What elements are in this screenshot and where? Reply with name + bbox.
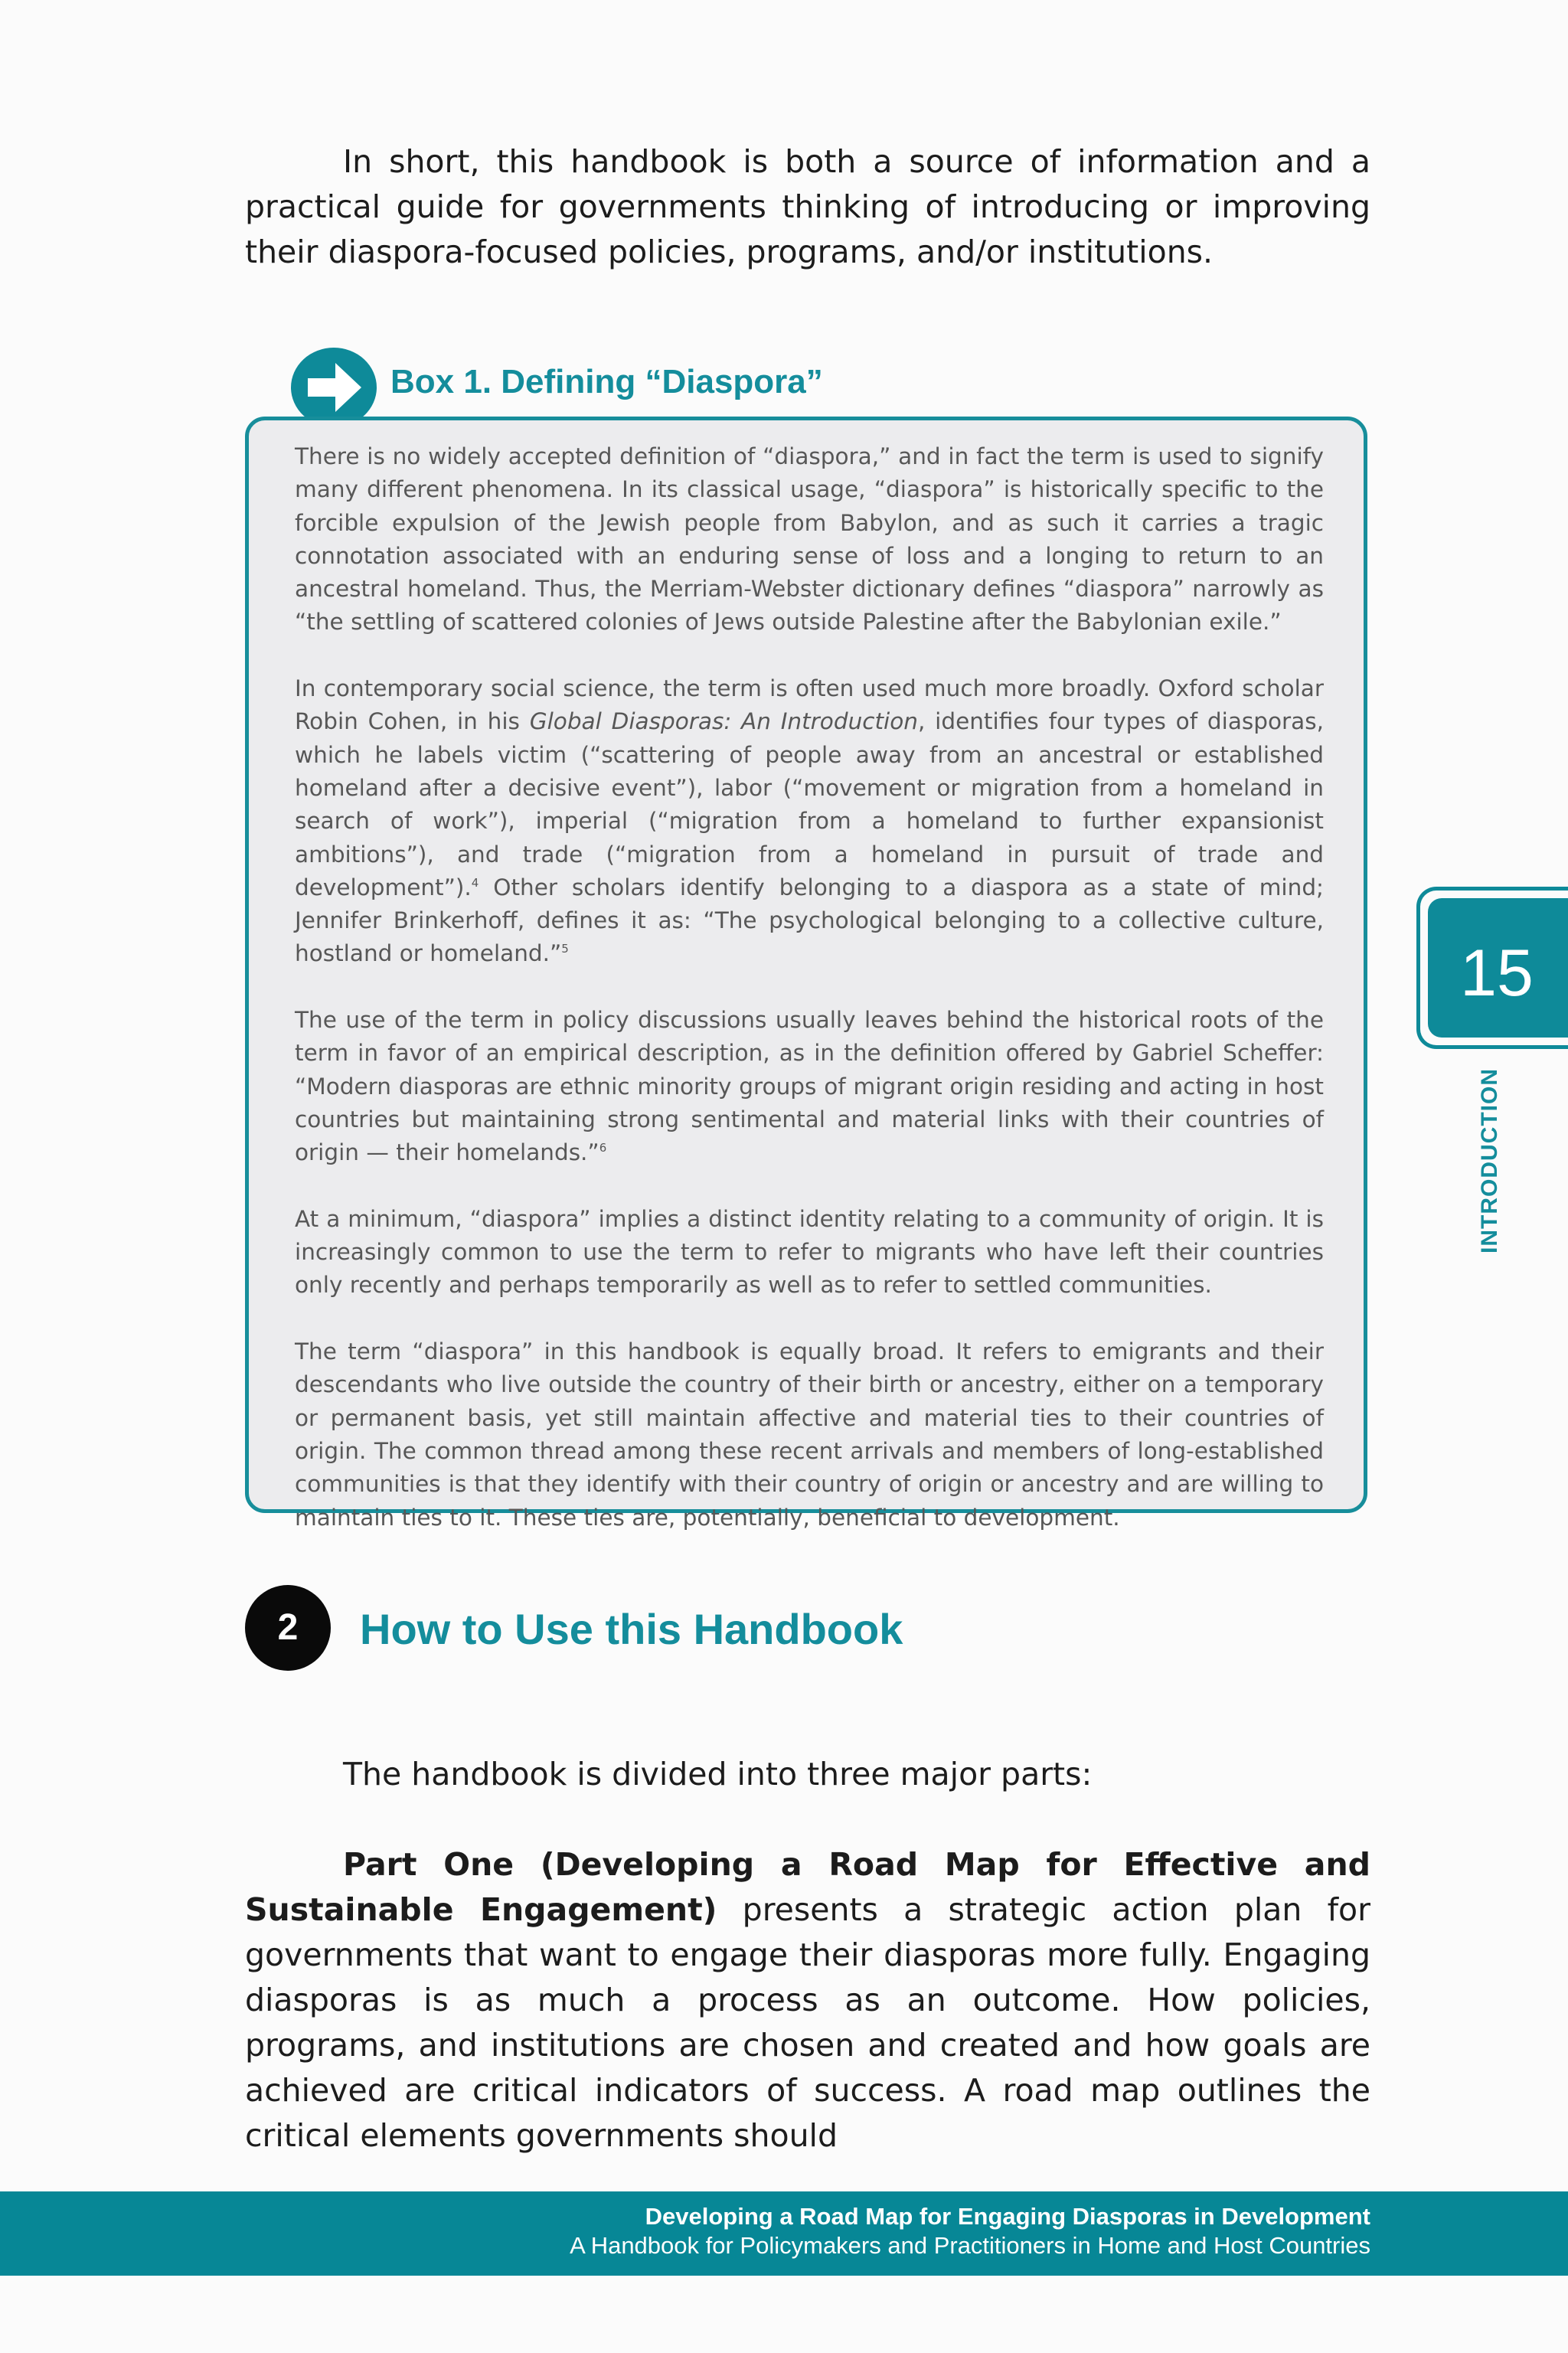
box-paragraph-2-text-b: , identifies four types of diasporas, which he labels victim (“scattering of people away from an ancestral or established homeland after a decisive event”), labor (“movement or migration from a homeland in search of work”), imperial (“migration from a homeland to further expansionist ambitions”), and trade (“migration from a homeland in pursuit of trade and development”). — [295, 708, 1324, 900]
box-paragraph-2-text-c: Other scholars identify belonging to a diaspora as a state of mind; Jennifer Brinkerhoff, defines it as: “The psychological belonging to a collective culture, hostland or homeland.” — [295, 874, 1324, 967]
page-footer — [0, 2191, 1568, 2276]
box-paragraph-2-text-a: In contemporary social science, the term is often used much more broadly. Oxford scholar Robin Cohen, in his — [295, 675, 1324, 735]
parts-intro-paragraph: The handbook is divided into three major parts: — [343, 1756, 1093, 1793]
page-number-tab — [1416, 887, 1568, 1049]
section-label: INTRODUCTION — [1477, 1068, 1502, 1253]
footer-text — [570, 2202, 1370, 2260]
definition-box — [245, 417, 1367, 1531]
box-paragraph-3-text: The use of the term in policy discussions usually leaves behind the historical roots of the term in favor of an empirical description, as in the definition offered by Gabriel Scheffer: “Modern diasporas are ethnic minority groups of migrant origin residing and acting in host countries but maintaining strong sentimental and material links with their countries of origin — their homelands.” — [295, 1007, 1324, 1166]
section-number-badge: 2 — [245, 1585, 331, 1671]
part-one-paragraph — [245, 1842, 1370, 2159]
footnote-ref-5[interactable]: 5 — [561, 942, 569, 956]
box-paragraph-3 — [295, 1004, 1324, 1169]
footnote-ref-4[interactable]: 4 — [471, 876, 479, 891]
footer-book-title: Developing a Road Map for Engaging Diasporas in Development — [645, 2203, 1370, 2230]
page-number: 15 — [1460, 936, 1534, 1010]
part-one-text: presents a strategic action plan for governments that want to engage their diasporas more fully. Engaging diasporas is as much a process as an outcome. How policies, programs, and institutions are chosen and created and how goals are achieved are critical indicators of success. A road map outlines the critical elements governments should — [245, 1891, 1370, 2154]
box-title: Box 1. Defining “Diaspora” — [390, 363, 823, 400]
definition-box-body — [295, 440, 1324, 1534]
footer-book-subtitle: A Handbook for Policymakers and Practitioners in Home and Host Countries — [570, 2232, 1370, 2259]
page-number-tab-fill — [1428, 898, 1568, 1038]
arrow-right-icon — [291, 348, 377, 427]
box-paragraph-2 — [295, 672, 1324, 971]
section-label-container — [1461, 1061, 1519, 1260]
box-paragraph-4: At a minimum, “diaspora” implies a distinct identity relating to a community of origin. It is increasingly common to use the term to refer to migrants who have left their countries only recently and perhaps temporarily as well as to refer to settled communities. — [295, 1205, 1324, 1299]
intro-paragraph: In short, this handbook is both a source of information and a practical guide for governments thinking of introducing or improving their diaspora-focused policies, programs, and/or institutions. — [245, 143, 1370, 270]
book-title: Global Diasporas: An Introduction — [529, 708, 918, 735]
section-title: How to Use this Handbook — [360, 1605, 903, 1653]
part-one-heading: Part One (Developing a Road Map for Effective and Sustainable Engagement) — [245, 1846, 1370, 1928]
footnote-ref-6[interactable]: 6 — [599, 1141, 607, 1155]
box-paragraph-1: There is no widely accepted definition of “diaspora,” and in fact the term is used to signify many different phenomena. In its classical usage, “diaspora” is historically specific to the forcible expulsion of the Jewish people from Babylon, and as such it carries a tragic connotation associated with an enduring sense of loss and a longing to return to an ancestral homeland. Thus, the Merriam-Webster dictionary defines “diaspora” narrowly as “the settling of scattered colonies of Jews outside Palestine after the Babylonian exile.” — [295, 443, 1324, 636]
box-paragraph-5: The term “diaspora” in this handbook is equally broad. It refers to emigrants and their descendants who live outside the country of their birth or ancestry, either on a temporary or permanent basis, yet still maintain affective and material ties to their countries of origin. The common thread among these recent arrivals and members of long-established communities is that they identify with their country of origin or ancestry and are willing to maintain ties to it. These ties are, potentially, beneficial to development. — [295, 1338, 1324, 1531]
